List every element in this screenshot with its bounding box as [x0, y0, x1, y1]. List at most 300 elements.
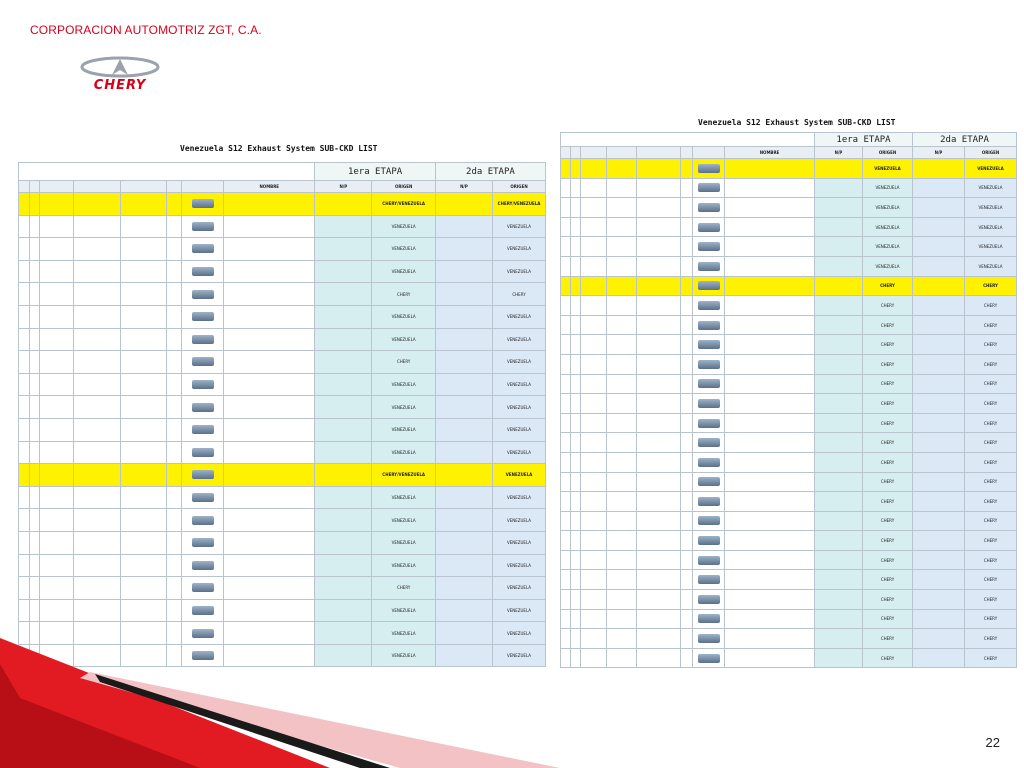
- table-cell: [571, 472, 581, 492]
- table-cell: [19, 238, 30, 261]
- origen-stage2-cell: CHERY: [965, 648, 1017, 668]
- table-cell: [637, 609, 681, 629]
- origen-stage1-cell: VENEZUELA: [372, 215, 435, 238]
- table-cell: [581, 178, 607, 198]
- table-cell: [435, 351, 492, 374]
- table-cell: [40, 215, 74, 238]
- table-cell: [74, 260, 121, 283]
- table-cell: [681, 315, 693, 335]
- right-parts-sheet: [560, 116, 1018, 680]
- table-cell: [681, 590, 693, 610]
- table-cell: [815, 315, 863, 335]
- origen-stage1-cell: CHERY: [863, 315, 913, 335]
- col-np-2: N/P: [435, 181, 492, 193]
- part-thumbnail-icon: [698, 419, 720, 428]
- part-image: [693, 217, 725, 237]
- part-image: [693, 198, 725, 218]
- table-cell: [315, 418, 372, 441]
- table-row: [19, 531, 546, 554]
- table-cell: [637, 178, 681, 198]
- table-cell: [913, 296, 965, 316]
- table-cell: [29, 418, 40, 441]
- part-image: [693, 590, 725, 610]
- table-row: [561, 492, 1017, 512]
- table-row: [19, 509, 546, 532]
- origen-stage2-cell: CHERY: [965, 550, 1017, 570]
- table-cell: [913, 217, 965, 237]
- origen-stage2-cell: VENEZUELA: [493, 622, 546, 645]
- table-cell: [637, 159, 681, 179]
- table-cell: [815, 531, 863, 551]
- table-cell: [315, 373, 372, 396]
- table-cell: [435, 373, 492, 396]
- table-cell: [913, 198, 965, 218]
- table-row: [561, 590, 1017, 610]
- origen-stage1-cell: VENEZUELA: [372, 509, 435, 532]
- col-origen-2: ORIGEN: [965, 147, 1017, 159]
- origen-stage1-cell: VENEZUELA: [372, 599, 435, 622]
- table-row: [561, 178, 1017, 198]
- table-cell: [40, 351, 74, 374]
- table-cell: [74, 531, 121, 554]
- table-cell: [74, 599, 121, 622]
- col-nombre: NOMBRE: [725, 147, 815, 159]
- table-cell: [815, 609, 863, 629]
- part-image: [181, 599, 223, 622]
- table-cell: [637, 237, 681, 257]
- part-thumbnail-icon: [698, 281, 720, 290]
- table-cell: [815, 511, 863, 531]
- table-cell: [913, 609, 965, 629]
- table-cell: [120, 464, 167, 487]
- table-cell: [637, 256, 681, 276]
- table-cell: [581, 159, 607, 179]
- table-cell: [224, 396, 315, 419]
- part-thumbnail-icon: [192, 312, 214, 321]
- table-cell: [224, 373, 315, 396]
- table-cell: [561, 550, 571, 570]
- table-cell: [913, 335, 965, 355]
- table-cell: [561, 492, 571, 512]
- part-thumbnail-icon: [192, 403, 214, 412]
- table-cell: [561, 590, 571, 610]
- table-cell: [607, 315, 637, 335]
- part-thumbnail-icon: [698, 634, 720, 643]
- origen-stage1-cell: CHERY: [372, 577, 435, 600]
- table-cell: [561, 315, 571, 335]
- table-cell: [561, 374, 571, 394]
- part-thumbnail-icon: [192, 606, 214, 615]
- right-parts-table: [560, 132, 1017, 668]
- col-nombre: NOMBRE: [224, 181, 315, 193]
- part-thumbnail-icon: [192, 244, 214, 253]
- table-cell: [681, 237, 693, 257]
- part-image: [693, 159, 725, 179]
- origen-stage2-cell: VENEZUELA: [493, 441, 546, 464]
- table-cell: [815, 570, 863, 590]
- origen-stage1-cell: CHERY: [372, 283, 435, 306]
- part-image: [181, 238, 223, 261]
- table-cell: [637, 335, 681, 355]
- table-cell: [40, 283, 74, 306]
- table-cell: [815, 354, 863, 374]
- part-thumbnail-icon: [192, 425, 214, 434]
- table-cell: [725, 198, 815, 218]
- table-cell: [681, 217, 693, 237]
- table-cell: [120, 554, 167, 577]
- origen-stage2-cell: VENEZUELA: [493, 644, 546, 667]
- table-cell: [167, 215, 182, 238]
- origen-stage1-cell: VENEZUELA: [372, 441, 435, 464]
- table-cell: [561, 452, 571, 472]
- table-row: [561, 217, 1017, 237]
- part-thumbnail-icon: [192, 290, 214, 299]
- table-cell: [74, 283, 121, 306]
- origen-stage1-cell: VENEZUELA: [372, 644, 435, 667]
- table-cell: [561, 159, 571, 179]
- table-row: [561, 452, 1017, 472]
- origen-stage1-cell: CHERY: [863, 492, 913, 512]
- table-cell: [224, 441, 315, 464]
- table-cell: [435, 396, 492, 419]
- part-image: [693, 648, 725, 668]
- table-row: [19, 215, 546, 238]
- table-cell: [725, 492, 815, 512]
- part-image: [693, 609, 725, 629]
- table-cell: [913, 178, 965, 198]
- table-cell: [74, 418, 121, 441]
- table-cell: [29, 509, 40, 532]
- origen-stage2-cell: CHERY: [965, 433, 1017, 453]
- table-cell: [29, 577, 40, 600]
- table-cell: [19, 464, 30, 487]
- table-cell: [315, 464, 372, 487]
- table-cell: [40, 238, 74, 261]
- origen-stage2-cell: CHERY: [493, 283, 546, 306]
- table-cell: [40, 531, 74, 554]
- table-cell: [19, 441, 30, 464]
- part-image: [181, 531, 223, 554]
- table-cell: [435, 215, 492, 238]
- table-cell: [681, 354, 693, 374]
- table-cell: [40, 464, 74, 487]
- table-cell: [167, 351, 182, 374]
- part-image: [693, 472, 725, 492]
- table-cell: [581, 531, 607, 551]
- part-thumbnail-icon: [192, 267, 214, 276]
- table-cell: [435, 464, 492, 487]
- table-cell: [571, 178, 581, 198]
- table-cell: [913, 550, 965, 570]
- table-cell: [40, 418, 74, 441]
- table-cell: [681, 276, 693, 296]
- table-row: [19, 351, 546, 374]
- col-origen-1: ORIGEN: [863, 147, 913, 159]
- table-cell: [40, 305, 74, 328]
- table-row: [19, 486, 546, 509]
- table-row: [561, 609, 1017, 629]
- part-image: [693, 256, 725, 276]
- table-cell: [224, 305, 315, 328]
- part-thumbnail-icon: [698, 242, 720, 251]
- table-cell: [681, 413, 693, 433]
- table-cell: [167, 486, 182, 509]
- table-cell: [571, 198, 581, 218]
- part-thumbnail-icon: [698, 516, 720, 525]
- origen-stage1-cell: VENEZUELA: [863, 237, 913, 257]
- part-thumbnail-icon: [698, 614, 720, 623]
- table-cell: [571, 394, 581, 414]
- origen-stage1-cell: CHERY: [863, 472, 913, 492]
- part-thumbnail-icon: [698, 262, 720, 271]
- table-cell: [40, 373, 74, 396]
- table-cell: [607, 413, 637, 433]
- table-cell: [167, 531, 182, 554]
- table-cell: [561, 472, 571, 492]
- table-cell: [913, 159, 965, 179]
- table-cell: [913, 276, 965, 296]
- table-cell: [167, 328, 182, 351]
- table-cell: [815, 550, 863, 570]
- table-cell: [725, 570, 815, 590]
- table-cell: [19, 260, 30, 283]
- page-number: 22: [985, 735, 1000, 750]
- table-cell: [607, 433, 637, 453]
- table-cell: [167, 238, 182, 261]
- origen-stage2-cell: VENEZUELA: [493, 531, 546, 554]
- table-cell: [224, 215, 315, 238]
- table-cell: [725, 256, 815, 276]
- table-cell: [74, 328, 121, 351]
- origen-stage1-cell: VENEZUELA: [863, 178, 913, 198]
- table-cell: [637, 550, 681, 570]
- table-cell: [561, 433, 571, 453]
- origen-stage1-cell: CHERY: [863, 609, 913, 629]
- origen-stage1-cell: CHERY: [863, 433, 913, 453]
- origen-stage2-cell: VENEZUELA: [493, 351, 546, 374]
- table-cell: [19, 509, 30, 532]
- table-cell: [40, 328, 74, 351]
- table-cell: [581, 315, 607, 335]
- origen-stage1-cell: CHERY: [863, 531, 913, 551]
- table-cell: [19, 373, 30, 396]
- table-cell: [815, 335, 863, 355]
- origen-stage2-cell: VENEZUELA: [965, 237, 1017, 257]
- table-cell: [571, 590, 581, 610]
- origen-stage2-cell: VENEZUELA: [493, 418, 546, 441]
- table-cell: [315, 283, 372, 306]
- part-image: [693, 629, 725, 649]
- origen-stage2-cell: VENEZUELA: [493, 215, 546, 238]
- origen-stage1-cell: CHERY/VENEZUELA: [372, 193, 435, 216]
- table-cell: [725, 217, 815, 237]
- part-thumbnail-icon: [192, 357, 214, 366]
- origen-stage1-cell: VENEZUELA: [372, 260, 435, 283]
- table-cell: [607, 276, 637, 296]
- table-cell: [167, 418, 182, 441]
- table-cell: [607, 492, 637, 512]
- part-image: [693, 492, 725, 512]
- table-row: [561, 276, 1017, 296]
- table-cell: [607, 374, 637, 394]
- table-cell: [315, 441, 372, 464]
- table-cell: [725, 433, 815, 453]
- table-cell: [315, 577, 372, 600]
- table-cell: [224, 577, 315, 600]
- part-image: [693, 413, 725, 433]
- left-parts-sheet: [18, 142, 548, 680]
- table-cell: [29, 396, 40, 419]
- table-cell: [29, 351, 40, 374]
- table-cell: [224, 531, 315, 554]
- table-cell: [637, 198, 681, 218]
- table-cell: [435, 305, 492, 328]
- table-cell: [435, 441, 492, 464]
- part-thumbnail-icon: [192, 335, 214, 344]
- table-cell: [435, 260, 492, 283]
- origen-stage1-cell: VENEZUELA: [863, 217, 913, 237]
- origen-stage2-cell: VENEZUELA: [493, 577, 546, 600]
- origen-stage2-cell: CHERY: [965, 511, 1017, 531]
- table-cell: [29, 193, 40, 216]
- part-thumbnail-icon: [192, 538, 214, 547]
- origen-stage2-cell: VENEZUELA: [493, 305, 546, 328]
- company-name: CORPORACION AUTOMOTRIZ ZGT, C.A.: [30, 23, 262, 37]
- table-cell: [815, 472, 863, 492]
- table-cell: [29, 260, 40, 283]
- part-thumbnail-icon: [698, 399, 720, 408]
- part-image: [693, 354, 725, 374]
- table-cell: [435, 328, 492, 351]
- origen-stage2-cell: VENEZUELA: [493, 396, 546, 419]
- part-image: [181, 441, 223, 464]
- table-cell: [167, 464, 182, 487]
- origen-stage2-cell: VENEZUELA: [965, 178, 1017, 198]
- table-cell: [571, 256, 581, 276]
- table-cell: [725, 315, 815, 335]
- left-header-spacer: [19, 163, 315, 181]
- table-cell: [19, 396, 30, 419]
- table-cell: [74, 373, 121, 396]
- origen-stage1-cell: CHERY: [863, 335, 913, 355]
- table-cell: [815, 492, 863, 512]
- part-thumbnail-icon: [698, 379, 720, 388]
- origen-stage1-cell: CHERY: [863, 413, 913, 433]
- table-cell: [581, 237, 607, 257]
- part-thumbnail-icon: [192, 516, 214, 525]
- part-thumbnail-icon: [192, 380, 214, 389]
- origen-stage1-cell: CHERY: [863, 374, 913, 394]
- origen-stage2-cell: CHERY: [965, 276, 1017, 296]
- table-cell: [913, 413, 965, 433]
- part-image: [693, 315, 725, 335]
- table-cell: [725, 296, 815, 316]
- table-cell: [167, 193, 182, 216]
- table-row: [19, 238, 546, 261]
- origen-stage2-cell: CHERY: [965, 590, 1017, 610]
- origen-stage1-cell: VENEZUELA: [372, 418, 435, 441]
- table-cell: [815, 296, 863, 316]
- table-cell: [815, 237, 863, 257]
- table-cell: [637, 511, 681, 531]
- table-cell: [120, 283, 167, 306]
- table-row: [19, 599, 546, 622]
- part-image: [693, 433, 725, 453]
- table-cell: [120, 486, 167, 509]
- table-cell: [561, 276, 571, 296]
- table-cell: [571, 550, 581, 570]
- table-cell: [815, 256, 863, 276]
- table-cell: [74, 396, 121, 419]
- table-cell: [581, 394, 607, 414]
- table-cell: [681, 570, 693, 590]
- origen-stage1-cell: CHERY: [863, 296, 913, 316]
- table-cell: [681, 256, 693, 276]
- table-cell: [681, 472, 693, 492]
- table-cell: [607, 256, 637, 276]
- table-cell: [120, 305, 167, 328]
- origen-stage2-cell: VENEZUELA: [493, 328, 546, 351]
- table-cell: [167, 283, 182, 306]
- table-cell: [120, 238, 167, 261]
- table-cell: [29, 328, 40, 351]
- table-cell: [725, 159, 815, 179]
- table-cell: [725, 178, 815, 198]
- table-cell: [581, 354, 607, 374]
- table-cell: [167, 509, 182, 532]
- table-cell: [120, 599, 167, 622]
- table-cell: [681, 511, 693, 531]
- table-cell: [561, 570, 571, 590]
- table-cell: [571, 531, 581, 551]
- table-cell: [224, 238, 315, 261]
- table-cell: [681, 531, 693, 551]
- table-cell: [315, 396, 372, 419]
- left-stage1-label: 1era ETAPA: [315, 163, 436, 181]
- table-cell: [815, 276, 863, 296]
- table-cell: [637, 276, 681, 296]
- table-cell: [607, 531, 637, 551]
- table-cell: [19, 486, 30, 509]
- part-thumbnail-icon: [192, 493, 214, 502]
- table-row: [561, 296, 1017, 316]
- table-cell: [74, 193, 121, 216]
- table-cell: [561, 413, 571, 433]
- table-cell: [315, 509, 372, 532]
- origen-stage1-cell: CHERY: [863, 354, 913, 374]
- table-row: [19, 193, 546, 216]
- table-cell: [607, 472, 637, 492]
- table-cell: [725, 531, 815, 551]
- origen-stage1-cell: VENEZUELA: [372, 396, 435, 419]
- table-cell: [571, 609, 581, 629]
- table-cell: [571, 335, 581, 355]
- table-cell: [681, 178, 693, 198]
- table-cell: [561, 335, 571, 355]
- table-cell: [571, 296, 581, 316]
- table-cell: [607, 511, 637, 531]
- table-cell: [607, 178, 637, 198]
- table-cell: [581, 276, 607, 296]
- origen-stage1-cell: CHERY: [372, 351, 435, 374]
- table-cell: [581, 217, 607, 237]
- origen-stage2-cell: CHERY: [965, 374, 1017, 394]
- table-cell: [224, 193, 315, 216]
- table-row: [19, 373, 546, 396]
- table-cell: [120, 441, 167, 464]
- part-thumbnail-icon: [698, 536, 720, 545]
- part-thumbnail-icon: [192, 583, 214, 592]
